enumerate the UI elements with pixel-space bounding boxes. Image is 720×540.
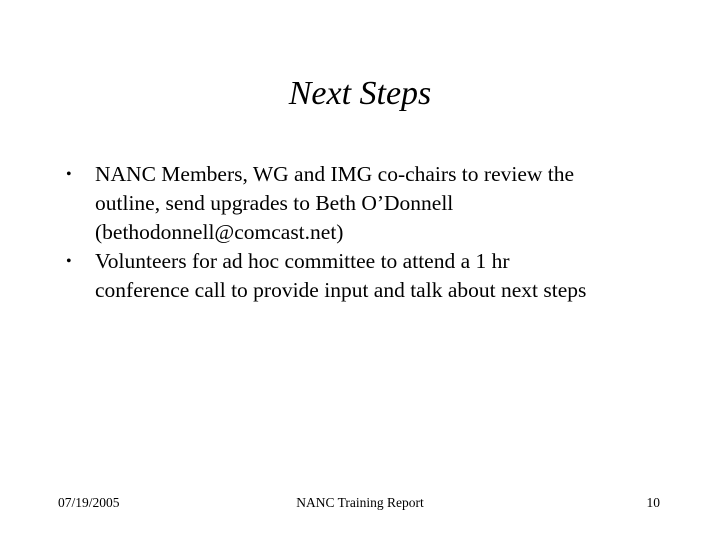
bullet-line: NANC Members, WG and IMG co-chairs to review the: [95, 162, 575, 186]
bullet-marker: •: [66, 166, 72, 183]
bullet-marker: •: [66, 253, 72, 270]
bullet-item: [66, 160, 666, 247]
bullet-item: [66, 247, 666, 305]
footer-date: 07/19/2005: [58, 495, 120, 510]
bullet-line: Volunteers for ad hoc committee to attend a 1 hr: [95, 249, 510, 273]
footer-title: NANC Training Report: [296, 495, 424, 510]
bullet-line: outline, send upgrades to Beth O’Donnell: [95, 191, 454, 215]
bullet-line: (bethodonnell@comcast.net): [95, 220, 344, 244]
bullet-list: [66, 160, 666, 305]
page-number: 10: [646, 495, 660, 510]
slide-title: Next Steps: [288, 75, 432, 112]
bullet-line: conference call to provide input and talk about next steps: [95, 278, 587, 302]
